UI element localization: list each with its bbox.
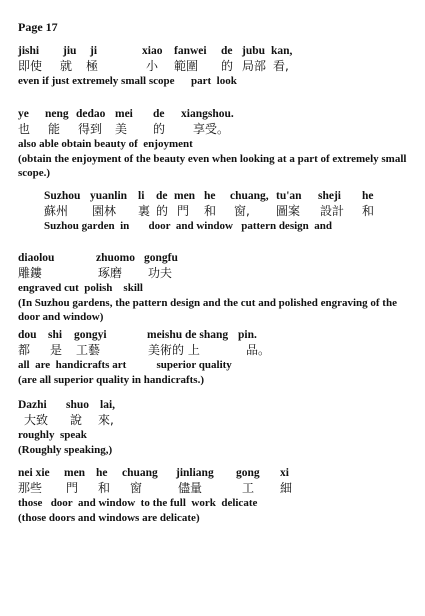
hanzi-line <box>18 481 419 496</box>
pinyin-line <box>18 466 419 481</box>
gloss-line: even if just extremely small scope part look <box>18 75 237 87</box>
pinyin-line <box>18 251 419 266</box>
hanzi-word: 工 <box>242 481 255 495</box>
hanzi-word: 窗, <box>234 204 250 218</box>
pinyin-word: de <box>156 190 168 202</box>
pinyin-word: diaolou <box>18 252 55 264</box>
pinyin-word: men <box>64 467 86 479</box>
pinyin-word: xi <box>280 467 289 479</box>
pinyin-word: de <box>221 45 233 57</box>
text-block-5 <box>18 328 419 387</box>
pinyin-word: jubu <box>242 45 266 57</box>
hanzi-word: 圖案 <box>276 204 301 218</box>
hanzi-word: 美術的 上 <box>148 343 200 357</box>
pinyin-word: xiangshou. <box>181 108 234 120</box>
hanzi-word: 儘量 <box>178 481 203 495</box>
hanzi-word: 局部 <box>242 59 267 73</box>
hanzi-word: 是 <box>50 343 63 357</box>
hanzi-word: 那些 <box>18 481 43 495</box>
pinyin-line <box>18 398 419 413</box>
text-block-1 <box>18 44 419 89</box>
pinyin-word: sheji <box>318 190 341 202</box>
hanzi-word: 都 <box>18 343 31 357</box>
pinyin-word: chuang <box>122 467 158 479</box>
hanzi-word: 蘇州 <box>44 204 69 218</box>
pinyin-word: mei <box>115 108 133 120</box>
hanzi-word: 和 <box>204 204 217 218</box>
hanzi-word: 雕鏤 <box>18 266 43 280</box>
text-block-7 <box>18 466 419 525</box>
hanzi-word: 的 <box>221 59 234 73</box>
pinyin-word: Dazhi <box>18 399 47 411</box>
hanzi-word: 極 <box>86 59 99 73</box>
pinyin-word: he <box>204 190 216 202</box>
text-block-6 <box>18 398 419 457</box>
gloss-line: roughly speak <box>18 429 87 441</box>
hanzi-line <box>18 266 419 281</box>
pinyin-word: dedao <box>76 108 106 120</box>
pinyin-word: ye <box>18 108 29 120</box>
pinyin-line <box>18 328 419 343</box>
translation: (are all superior quality in handicrafts.) <box>18 374 204 386</box>
hanzi-word: 園林 <box>92 204 117 218</box>
translation: (In Suzhou gardens, the pattern design and the cut and polished engraving of the door and window) <box>18 297 397 323</box>
gloss-line: also able obtain beauty of enjoyment <box>18 138 193 150</box>
hanzi-word: 享受。 <box>193 122 230 136</box>
pinyin-word: he <box>362 190 374 202</box>
hanzi-line <box>18 343 419 358</box>
translation: (those doors and windows are delicate) <box>18 512 200 524</box>
pinyin-word: fanwei <box>174 45 207 57</box>
pinyin-word: meishu de shang <box>147 329 229 341</box>
hanzi-line <box>18 59 419 74</box>
pinyin-line <box>44 189 419 204</box>
hanzi-line <box>44 204 419 219</box>
pinyin-word: tu'an <box>276 190 302 202</box>
hanzi-word: 和 <box>98 481 111 495</box>
pinyin-word: gong <box>236 467 260 479</box>
pinyin-word: chuang, <box>230 190 269 202</box>
pinyin-word: jinliang <box>176 467 214 479</box>
gloss-line: those door and window to the full work delicate <box>18 497 258 509</box>
pinyin-line <box>18 44 419 59</box>
pinyin-word: yuanlin <box>90 190 128 202</box>
hanzi-word: 美 <box>115 122 128 136</box>
pinyin-word: gongfu <box>144 252 178 264</box>
hanzi-word: 的 <box>153 122 166 136</box>
hanzi-word: 的 <box>156 204 169 218</box>
text-block-4 <box>18 251 419 324</box>
text-block-2 <box>18 107 419 180</box>
gloss-line: all are handicrafts art superior quality <box>18 359 232 371</box>
hanzi-word: 設計 <box>320 204 345 218</box>
pinyin-word: shuo <box>66 399 90 411</box>
hanzi-word: 門 <box>66 481 79 495</box>
hanzi-word: 說 <box>70 413 83 427</box>
hanzi-word: 範圍 <box>174 59 199 73</box>
pinyin-word: Suzhou <box>44 190 81 202</box>
hanzi-word: 細 <box>280 481 293 495</box>
pinyin-word: de <box>153 108 165 120</box>
hanzi-word: 能 <box>48 122 61 136</box>
pinyin-word: neng <box>45 108 69 120</box>
translation: (obtain the enjoyment of the beauty even when looking at a part of extremely small scope.) <box>18 153 407 179</box>
pinyin-word: lai, <box>100 399 116 411</box>
gloss-line: engraved cut polish skill <box>18 282 143 294</box>
hanzi-word: 就 <box>60 59 73 73</box>
pinyin-word: nei xie <box>18 467 50 479</box>
translation: (Roughly speaking,) <box>18 444 113 456</box>
hanzi-word: 琢磨 <box>98 266 123 280</box>
hanzi-word: 也 <box>18 122 31 136</box>
pinyin-word: kan, <box>271 45 293 57</box>
hanzi-word: 看, <box>273 59 289 73</box>
text-block-3 <box>44 189 419 234</box>
hanzi-line <box>18 122 419 137</box>
pinyin-word: xiao <box>142 45 163 57</box>
pinyin-line <box>18 107 419 122</box>
hanzi-word: 小 <box>146 59 159 73</box>
pinyin-word: jishi <box>18 45 40 57</box>
pinyin-word: jiu <box>63 45 77 57</box>
hanzi-word: 品。 <box>246 343 271 357</box>
pinyin-word: zhuomo <box>96 252 135 264</box>
pinyin-word: dou <box>18 329 37 341</box>
pinyin-word: pin. <box>238 329 257 341</box>
hanzi-word: 門 <box>177 204 190 218</box>
hanzi-word: 功夫 <box>148 266 173 280</box>
page-title: Page 17 <box>18 20 58 34</box>
pinyin-word: gongyi <box>74 329 107 341</box>
hanzi-word: 和 <box>362 204 375 218</box>
pinyin-word: shi <box>48 329 63 341</box>
pinyin-word: li <box>138 190 145 202</box>
pinyin-word: he <box>96 467 108 479</box>
hanzi-word: 來, <box>98 413 114 427</box>
hanzi-line <box>18 413 419 428</box>
hanzi-word: 大致 <box>24 413 49 427</box>
hanzi-word: 工藝 <box>76 343 101 357</box>
pinyin-word: ji <box>90 45 98 57</box>
hanzi-word: 窗 <box>130 481 143 495</box>
pinyin-word: men <box>174 190 196 202</box>
hanzi-word: 即使 <box>18 59 43 73</box>
hanzi-word: 得到 <box>78 122 103 136</box>
hanzi-word: 裏 <box>138 204 151 218</box>
gloss-line: Suzhou garden in door and window pattern design and <box>44 220 333 232</box>
